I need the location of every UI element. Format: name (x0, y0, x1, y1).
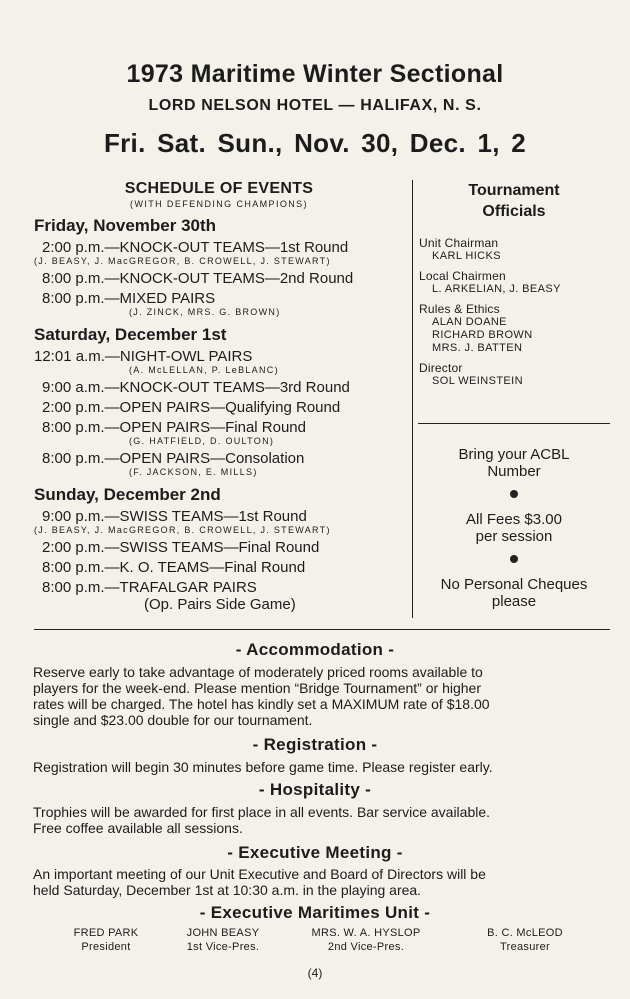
officer-name: FRED PARK (73, 927, 139, 939)
champions-line: (A. McLELLAN, P. LeBLANC) (129, 365, 279, 375)
official-name: MRS. J. BATTEN (432, 342, 523, 354)
official-name: L. ARKELIAN, J. BEASY (432, 283, 561, 295)
event-line: 8:00 p.m.—OPEN PAIRS—Final Round (42, 419, 306, 436)
event-line: 2:00 p.m.—SWISS TEAMS—Final Round (42, 539, 320, 556)
fees-note-line1: All Fees $3.00 (466, 511, 562, 528)
officer-treasurer (470, 926, 580, 954)
acbl-note-line1: Bring your ACBL (458, 446, 570, 463)
event-line: 8:00 p.m.—K. O. TEAMS—Final Round (42, 559, 306, 576)
role-label: Rules & Ethics (419, 302, 500, 316)
schedule-column (34, 180, 404, 613)
role-label: Local Chairmen (419, 269, 506, 283)
fees-note-line2: per session (475, 528, 553, 545)
role-label: Unit Chairman (419, 236, 499, 250)
bullet-icon (510, 555, 518, 563)
event-line: 8:00 p.m.—KNOCK-OUT TEAMS—2nd Round (42, 270, 354, 287)
official-name: KARL HICKS (432, 250, 502, 262)
event-line: 2:00 p.m.—OPEN PAIRS—Qualifying Round (42, 399, 341, 416)
page-title: 1973 Maritime Winter Sectional (126, 60, 504, 88)
day-heading-friday: Friday, November 30th (34, 216, 217, 235)
vertical-divider (412, 180, 413, 618)
registration-heading: - Registration - (252, 735, 378, 754)
officer-name: JOHN BEASY (186, 927, 260, 939)
executive-meeting-text: An important meeting of our Unit Executive and Board of Directors will be (33, 866, 486, 882)
accommodation-text: rates will be charged. The hotel has kindly set a MAXIMUM rate of $18.00 (33, 696, 490, 712)
event-line: 2:00 p.m.—KNOCK-OUT TEAMS—1st Round (42, 239, 349, 256)
event-line: 8:00 p.m.—MIXED PAIRS (42, 290, 216, 307)
champions-line: (G. HATFIELD, D. OULTON) (129, 436, 275, 446)
hospitality-text: Trophies will be awarded for first place in all events. Bar service available. (33, 804, 491, 820)
event-note: (Op. Pairs Side Game) (144, 596, 296, 613)
officer-title: Treasurer (500, 941, 550, 953)
day-heading-saturday: Saturday, December 1st (34, 325, 227, 344)
cheques-note-line2: please (491, 593, 537, 610)
executive-meeting-text: held Saturday, December 1st at 10:30 a.m. in the playing area. (33, 882, 422, 898)
officials-title-line2: Officials (482, 203, 546, 220)
officer-name: B. C. McLEOD (487, 927, 563, 939)
bullet-icon (510, 490, 518, 498)
accommodation-heading: - Accommodation - (235, 640, 395, 659)
schedule-title: SCHEDULE OF EVENTS (124, 180, 314, 197)
schedule-subtitle: (WITH DEFENDING CHAMPIONS) (130, 199, 308, 209)
officials-column (418, 180, 610, 388)
horizontal-divider (34, 629, 610, 630)
acbl-note-line2: Number (487, 463, 541, 480)
event-line: 12:01 a.m.—NIGHT-OWL PAIRS (34, 348, 253, 365)
accommodation-text: single and $23.00 double for our tournament. (33, 712, 313, 728)
officer-president (56, 926, 156, 954)
officer-vice-president-1 (168, 926, 278, 954)
officer-title: 1st Vice-Pres. (186, 941, 260, 953)
cheques-note-line1: No Personal Cheques (440, 576, 588, 593)
officer-name: MRS. W. A. HYSLOP (311, 927, 421, 939)
officials-title-line1: Tournament (468, 182, 560, 199)
accommodation-text: Reserve early to take advantage of moderately priced rooms available to (33, 664, 483, 680)
officer-title: President (81, 941, 131, 953)
accommodation-text: players for the week-end. Please mention “Bridge Tournament” or higher (33, 680, 481, 696)
officials-divider (418, 423, 610, 424)
event-line: 9:00 p.m.—SWISS TEAMS—1st Round (42, 508, 307, 525)
dates-line: Fri. Sat. Sun., Nov. 30, Dec. 1, 2 (103, 128, 527, 158)
event-line: 8:00 p.m.—OPEN PAIRS—Consolation (42, 450, 305, 467)
venue-line: LORD NELSON HOTEL — HALIFAX, N. S. (148, 97, 482, 114)
champions-line: (F. JACKSON, E. MILLS) (129, 467, 258, 477)
executive-unit-heading: - Executive Maritimes Unit - (199, 903, 431, 922)
champions-line: (J. ZINCK, MRS. G. BROWN) (129, 307, 281, 317)
champions-line: (J. BEASY, J. MacGREGOR, B. CROWELL, J. STEWART) (34, 256, 331, 266)
official-name: RICHARD BROWN (432, 329, 533, 341)
officer-title: 2nd Vice-Pres. (327, 941, 405, 953)
executive-meeting-heading: - Executive Meeting - (227, 843, 403, 862)
page-number: (4) (307, 966, 323, 980)
role-label: Director (419, 361, 463, 375)
event-line: 8:00 p.m.—TRAFALGAR PAIRS (42, 579, 257, 596)
officer-vice-president-2 (296, 926, 436, 954)
day-heading-sunday: Sunday, December 2nd (34, 485, 221, 504)
hospitality-text: Free coffee available all sessions. (33, 820, 243, 836)
registration-text: Registration will begin 30 minutes before game time. Please register early. (33, 759, 493, 775)
champions-line: (J. BEASY, J. MacGREGOR, B. CROWELL, J. STEWART) (34, 525, 331, 535)
hospitality-heading: - Hospitality - (258, 780, 372, 799)
official-name: ALAN DOANE (432, 316, 507, 328)
official-name: SOL WEINSTEIN (432, 375, 523, 387)
event-line: 9:00 a.m.—KNOCK-OUT TEAMS—3rd Round (42, 379, 350, 396)
